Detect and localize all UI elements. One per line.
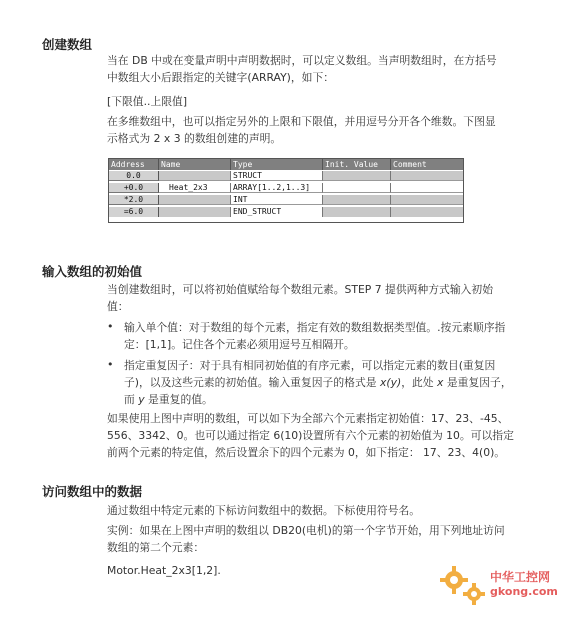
section-title-access-array: 访问数组中的数据	[42, 484, 143, 499]
para-initial-values-example: 如果使用上图中声明的数组，可以如下为全部六个元素指定初始值：17、23、-45、 556、3342、0。也可以通过指定 6(10)设置所有六个元素的初始值为 10。可以指定 前两个元素的特定值，然后设置余下的四个元素为 0，如下指定： 17、23、4(0)。	[107, 412, 514, 459]
bullet-single-value: 输入单个值：对于数组的每个元素，指定有效的数组数据类型值。.按元素顺序指 定：[1,1]。记住各个元素必须用逗号互相隔开。	[124, 321, 506, 351]
col-header-type: Type	[231, 159, 323, 170]
bullet-icon: •	[107, 320, 114, 333]
section-title-create-array: 创建数组	[42, 37, 93, 52]
para-access-example: 实例：如果在上图中声明的数组以 DB20(电机)的第一个字节开始，用下列地址访问 数组的第二个元素：	[107, 524, 505, 554]
table-row-comment	[391, 195, 463, 205]
col-header-init-value: Init. Value	[323, 159, 391, 170]
table-row-comment	[391, 207, 463, 217]
bullet-repeat-factor: 指定重复因子：对于具有相同初始值的有序元素，可以指定元素的数目(重复因 子)，以及这些元素的初始值。输入重复因子的格式是 x(y)，此处 x 是重复因子， 而 y 是重复的值。	[124, 359, 512, 406]
col-header-name: Name	[159, 159, 231, 170]
col-header-comment: Comment	[391, 159, 463, 170]
table-row-type: ARRAY[1..2,1..3]	[231, 183, 323, 193]
table-row-type: INT	[231, 195, 323, 205]
table-row-type: STRUCT	[231, 171, 323, 181]
para-bounds-syntax: [下限值..上限值]	[107, 95, 188, 108]
table-row-comment	[391, 183, 463, 193]
table-row-name: Heat_2x3	[159, 183, 231, 193]
table-row-init	[323, 195, 391, 205]
para-access-intro: 通过数组中特定元素的下标访问数组中的数据。下标使用符号名。	[107, 504, 421, 517]
table-row-address: =6.0	[109, 207, 159, 217]
watermark-text-url: gkong.com	[490, 585, 558, 598]
para-initial-values-intro: 当创建数组时，可以将初始值赋给每个数组元素。STEP 7 提供两种方式输入初始 值：	[107, 283, 494, 313]
table-row-init	[323, 183, 391, 193]
table-row-type: END_STRUCT	[231, 207, 323, 217]
table-row-comment	[391, 171, 463, 181]
table-row-address: +0.0	[109, 183, 159, 193]
para-multidim: 在多维数组中，也可以指定另外的上限和下限值，并用逗号分开各个维数。下图显 示格式为 2 x 3 的数组创建的声明。	[107, 115, 496, 145]
table-row-address: 0.0	[109, 171, 159, 181]
para-array-declaration: 当在 DB 中或在变量声明中声明数据时，可以定义数组。当声明数组时，在方括号 中数组大小后跟指定的关键字(ARRAY)，如下：	[107, 54, 497, 84]
gkong-watermark-logo	[440, 560, 560, 610]
declaration-table	[108, 158, 464, 223]
bullet-icon: •	[107, 358, 114, 371]
table-row-name	[159, 195, 231, 205]
para-access-address: Motor.Heat_2x3[1,2].	[107, 564, 221, 577]
section-title-initial-values: 输入数组的初始值	[42, 264, 143, 279]
watermark-text-cn: 中华工控网	[490, 570, 551, 584]
table-row-name	[159, 171, 231, 181]
table-row-name	[159, 207, 231, 217]
col-header-address: Address	[109, 159, 159, 170]
table-row-address: *2.0	[109, 195, 159, 205]
table-row-init	[323, 171, 391, 181]
table-row-init	[323, 207, 391, 217]
